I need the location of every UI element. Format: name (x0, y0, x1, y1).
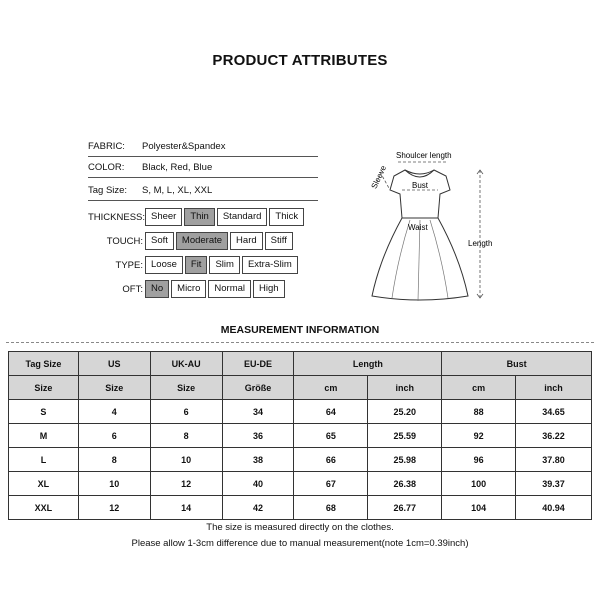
table-header-cell: Length (294, 352, 442, 376)
table-cell: 38 (222, 448, 294, 472)
attribute-option: Slim (209, 256, 239, 274)
table-header-cell: UK-AU (150, 352, 222, 376)
table-row (9, 424, 592, 448)
spec-row (88, 160, 318, 178)
table-cell: 40.94 (516, 496, 592, 520)
table-cell: 65 (294, 424, 368, 448)
attribute-option: Extra-Slim (242, 256, 298, 274)
table-row (9, 448, 592, 472)
table-cell: 8 (78, 448, 150, 472)
divider (6, 342, 594, 343)
attribute-option: Soft (145, 232, 174, 250)
table-row (9, 496, 592, 520)
table-cell: 26.38 (368, 472, 442, 496)
table-cell: 39.37 (516, 472, 592, 496)
table-cell: 100 (442, 472, 516, 496)
table-header-cell: US (78, 352, 150, 376)
note-line-1: The size is measured directly on the clothes. (206, 522, 394, 533)
table-cell: 8 (150, 424, 222, 448)
table-subheader-cell: Size (9, 376, 79, 400)
attribute-option: Normal (208, 280, 251, 298)
spec-value: Black, Red, Blue (142, 162, 213, 173)
table-subheader-cell: inch (516, 376, 592, 400)
table-cell: 12 (78, 496, 150, 520)
spec-row (88, 183, 318, 201)
measurement-title: MEASUREMENT INFORMATION (220, 324, 380, 336)
table-subheader-cell: cm (294, 376, 368, 400)
waist-label: Waist (408, 223, 428, 232)
table-header-cell: EU-DE (222, 352, 294, 376)
spec-value: S, M, L, XL, XXL (142, 185, 213, 196)
dress-measurement-diagram (350, 148, 510, 308)
table-row (9, 472, 592, 496)
attribute-option: Loose (145, 256, 183, 274)
attribute-label: OFT: (122, 284, 143, 295)
attribute-label: TOUCH: (106, 236, 143, 247)
attribute-option: High (253, 280, 285, 298)
spec-row (88, 139, 318, 157)
table-cell: 104 (442, 496, 516, 520)
table-cell: 14 (150, 496, 222, 520)
table-cell: 96 (442, 448, 516, 472)
table-subheader-cell: inch (368, 376, 442, 400)
table-cell: 4 (78, 400, 150, 424)
spec-value: Polyester&Spandex (142, 141, 226, 152)
attribute-option: Moderate (176, 232, 228, 250)
attribute-option: Stiff (265, 232, 293, 250)
table-subheader-row (9, 376, 592, 400)
table-cell: 25.20 (368, 400, 442, 424)
table-cell: 64 (294, 400, 368, 424)
table-cell: 92 (442, 424, 516, 448)
sleeve-label: Sleeve (369, 164, 389, 191)
table-cell: 37.80 (516, 448, 592, 472)
length-label: Length (468, 239, 493, 248)
table-cell: 26.77 (368, 496, 442, 520)
table-cell: 68 (294, 496, 368, 520)
table-cell: 10 (78, 472, 150, 496)
table-cell: 10 (150, 448, 222, 472)
attribute-option: Micro (171, 280, 206, 298)
shoulder-label: Shoulcer length (396, 151, 452, 160)
page-title: PRODUCT ATTRIBUTES (212, 52, 388, 69)
table-cell: 12 (150, 472, 222, 496)
attribute-option: No (145, 280, 169, 298)
table-cell: XL (9, 472, 79, 496)
attribute-option: Fit (185, 256, 208, 274)
table-subheader-cell: Size (78, 376, 150, 400)
table-cell: 40 (222, 472, 294, 496)
table-cell: 34 (222, 400, 294, 424)
table-cell: 34.65 (516, 400, 592, 424)
attribute-label: THICKNESS: (88, 212, 146, 223)
bust-label: Bust (412, 181, 429, 190)
table-subheader-cell: Größe (222, 376, 294, 400)
table-cell: 6 (78, 424, 150, 448)
attribute-label: TYPE: (115, 260, 143, 271)
table-cell: 88 (442, 400, 516, 424)
table-cell: 25.59 (368, 424, 442, 448)
attribute-option: Thick (269, 208, 304, 226)
attribute-option: Sheer (145, 208, 182, 226)
table-subheader-cell: Size (150, 376, 222, 400)
table-header-cell: Tag Size (9, 352, 79, 376)
table-header-row (9, 352, 592, 376)
attribute-option: Thin (184, 208, 214, 226)
table-cell: 25.98 (368, 448, 442, 472)
table-subheader-cell: cm (442, 376, 516, 400)
table-cell: XXL (9, 496, 79, 520)
table-cell: L (9, 448, 79, 472)
table-cell: 66 (294, 448, 368, 472)
table-cell: 36 (222, 424, 294, 448)
attribute-option: Hard (230, 232, 263, 250)
table-header-cell: Bust (442, 352, 592, 376)
table-row (9, 400, 592, 424)
table-cell: 36.22 (516, 424, 592, 448)
table-cell: S (9, 400, 79, 424)
attribute-option: Standard (217, 208, 268, 226)
table-cell: 67 (294, 472, 368, 496)
table-cell: 42 (222, 496, 294, 520)
spec-label: COLOR: (88, 162, 125, 173)
spec-label: FABRIC: (88, 141, 125, 152)
spec-label: Tag Size: (88, 185, 128, 196)
table-cell: 6 (150, 400, 222, 424)
note-line-2: Please allow 1-3cm difference due to manual measurement(note 1cm=0.39inch) (131, 538, 469, 549)
size-table (8, 351, 592, 520)
table-cell: M (9, 424, 79, 448)
